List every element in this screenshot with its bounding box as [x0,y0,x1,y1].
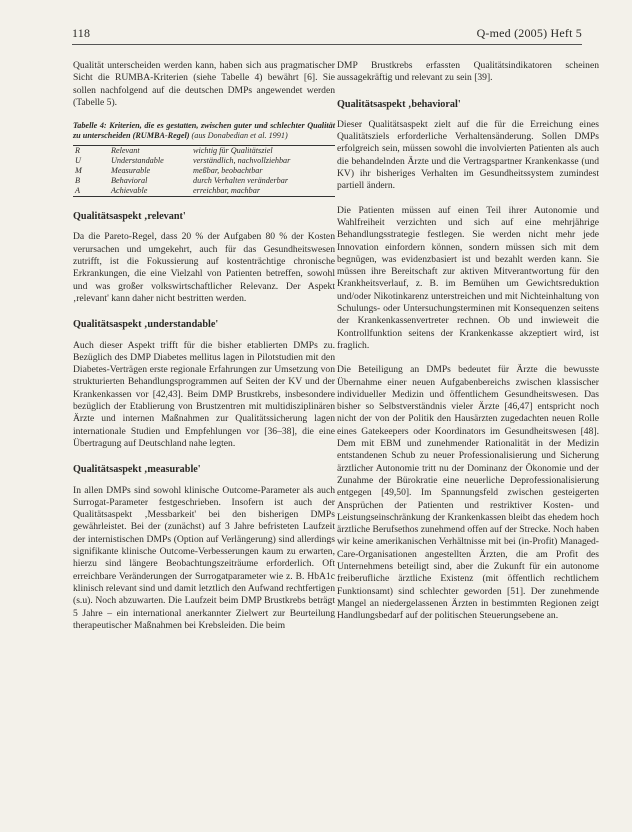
intro-paragraph: Qualität unterscheiden werden kann, haben sich aus pragmatischer Sicht die RUMBA-Kriterien (siehe Tabelle 4) bewährt [6]. Sie sollen nachfolgend auf die deutschen DMPs angewendet werden (Tabelle 5). [73,60,335,108]
paragraph-understandable: Auch dieser Aspekt trifft für die bisher etablierten DMPs zu. Bezüglich des DMP Diabetes mellitus lagen in Pilotstudien mit den Diabetes-Verträgen erste regionale Erfahrungen zur Umsetzung von strukturierten Behandlungsprogrammen auf Seiten der KV und der Krankenkassen vor [42,43]. Beim DMP Brustkrebs, insbesondere bezüglich der Etablierung von Brustzentren mit multidisziplinären Ärzte und internen Maßnahmen zur Qualitätssicherung lagen internationale Studien und Empfehlungen vor [36–38], die eine Übertragung auf Deutschland nahe legten. [73,339,335,449]
table-caption-source: (aus Donabedian et al. 1991) [189,131,288,141]
table-cell-description: wichtig für Qualitätsziel [193,146,273,156]
table-cell-criterion: Behavioral [111,176,148,186]
page-number: 118 [72,26,91,40]
table-cell-letter: M [75,166,82,176]
table-cell-description: durch Verhalten veränderbar [193,176,289,186]
paragraph-relevant: Da die Pareto-Regel, dass 20 % der Aufgaben 80 % der Kosten verursachen und umgekehrt, auch für das Gesundheitswesen zutrifft, ist die Fokussierung auf kostenträchtige chronische Erkrankungen, die eine Vielzahl von Patienten betreffen, sowohl und was großer volkswirtschaftlicher Relevanz. Der Aspekt ‚relevant' kann daher nicht bestritten werden. [73,231,335,304]
table-cell-criterion: Measurable [111,166,151,176]
table-cell-criterion: Achievable [111,186,148,196]
rumba-table [73,145,335,197]
table-cell-letter: R [75,146,81,156]
table-row [73,176,335,186]
running-header: Q-med (2005) Heft 5 [476,26,582,40]
left-column [73,60,335,632]
paragraph-patients: Die Patienten müssen auf einen Teil ihrer Autonomie und Wahlfreiheit verzichten und sich auf eine mehrjährige Behandlungsstrategie festlegen. Sie werden nicht mehr jede Innovation einfordern können, sondern müssen sich mit dem begnügen, was evidenzbasiert ist und bezahlt werden kann. Sie müssen ihre Bereitschaft zur aktiven Mitverantwortung für den Krankheitsverlauf, z. B. im Bemühen um Gewichtsreduktion und/oder Nikotinkarenz unterstreichen und mit Nichteinhaltung von Schulungs- oder Untersuchungsterminen mit Konsequenzen seitens der Krankenkassenvertreter rechnen. Ob und inwieweit die Kontrollfunktion seitens der Krankenkasse akzeptiert wird, ist fraglich. [337,204,599,351]
rumba-table-block [73,121,335,197]
paragraph-physicians: Die Beteiligung an DMPs bedeutet für Ärzte die bewusste Übernahme einer neuen Aufgabenbereichs zwischen klassischer individueller Medizin und öffentlichem Gesundheitswesen. Das bisher so Selbstverständnis vieler Ärzte [46,47] entspricht noch nicht der von der Politik den Hausärzten zugedachten neuen Rolle eines Gatekeepers oder Koordinators im Gesundheitswesen [48]. Dem mit EBM und zunehmender Rationalität in der Medizin entstandenen Schub zu neuer Professionalisierung und Sicherung ärztlicher Autonomie tritt nu der Dominanz der Ökonomie und der Zunahme der Bürokratie eine neuerliche Deprofessionalisierung entgegen [49,50]. Im Spannungsfeld zwischen gesteigerten Ansprüchen der Patienten und restriktiver Kosten- und Leistungseinschränkung der Krankenkassen bleibt das ehedem hoch ärztliche Berufsethos zunehmend offen auf der Strecke. Noch haben wir keine amerikanischen Verhältnisse mit bei (in-Profit) Managed-Care-Organisationen angestellten Ärzten, die am Profit des Unternehmens beteiligt sind, aber die Zukunft für ein autonome freiberufliche ärztliche Existenz (mit öffentlich rechtlichem Funktionsamt) sind schlechter geworden [51]. Der zunehmende Mangel an niedergelassenen Ärzten in bestimmten Regionen zeigt Handlungsbedarf auf der politischen Steuerungsebene an. [337,364,599,622]
table-caption [73,121,335,141]
table-cell-description: meßbar, beobachtbar [193,166,263,176]
heading-understandable: Qualitätsaspekt ‚understandable' [73,319,219,331]
table-cell-criterion: Relevant [111,146,140,156]
table-row [73,146,335,157]
table-cell-description: erreichbar, machbar [193,186,261,196]
paragraph-behavioral: Dieser Qualitätsaspekt zielt auf die für die Erreichung eines Qualitätsziels erforderliche Verhaltensänderung. Sollen DMPs erfolgreich sein, müssen sowohl die involvierten Patienten als auch die behandelnden Ärzte und die Vertragspartner Krankenkasse (und KV) ihr bisheriges Verhalten im Gesundheitssystem zumindest partiell ändern. [337,118,599,192]
heading-measurable: Qualitätsaspekt ‚measurable' [73,464,201,476]
heading-relevant: Qualitätsaspekt ‚relevant' [73,211,186,223]
right-column [337,60,599,622]
table-cell-letter: U [75,156,81,166]
header-rule [72,44,582,45]
table-row [73,166,335,176]
table-cell-description: verständlich, nachvollziehbar [193,156,291,166]
table-cell-criterion: Understandable [111,156,164,166]
table-cell-letter: B [75,176,81,186]
paragraph-measurable: In allen DMPs sind sowohl klinische Outcome-Parameter als auch Surrogat-Parameter festgeschrieben. Insofern ist auch der Qualitätsaspekt ‚Messbarkeit' bei den bisherigen DMPs gewährleistet. Bei der (zunächst) auf 3 Jahre befristeten Laufzeit der internistischen DMPs (Option auf Verlängerung) sind allerdings signifikante klinische Outcome-Verbesserungen kaum zu erwarten, hierzu sind längere Beobachtungszeiträume erforderlich. Oft erreichbare Veränderungen der Surrogatparameter wie z. B. HbA1c klinisch relevant sind und damit letztlich den Aufwand rechtfertigen (s.u). Noch abzuwarten. Die Laufzeit beim DMP Brustkrebs beträgt 5 Jahre – ein international anerkannter Zielwert zur Beurteilung therapeutischer Maßnahmen bei Krebsleiden. Die beim [73,484,335,631]
table-cell-letter: A [75,186,81,196]
heading-behavioral: Qualitätsaspekt ‚behavioral' [337,98,461,110]
table-caption-title: Tabelle 4: Kriterien, die es gestatten, zwischen guter und schlechter Qualität zu unterscheiden (RUMBA-Regel) [73,121,335,141]
table-row [73,156,335,166]
table-row [73,186,335,197]
paragraph-continued: DMP Brustkrebs erfassten Qualitätsindikatoren scheinen aussagekräftig und relevant zu sein [39]. [337,60,599,84]
